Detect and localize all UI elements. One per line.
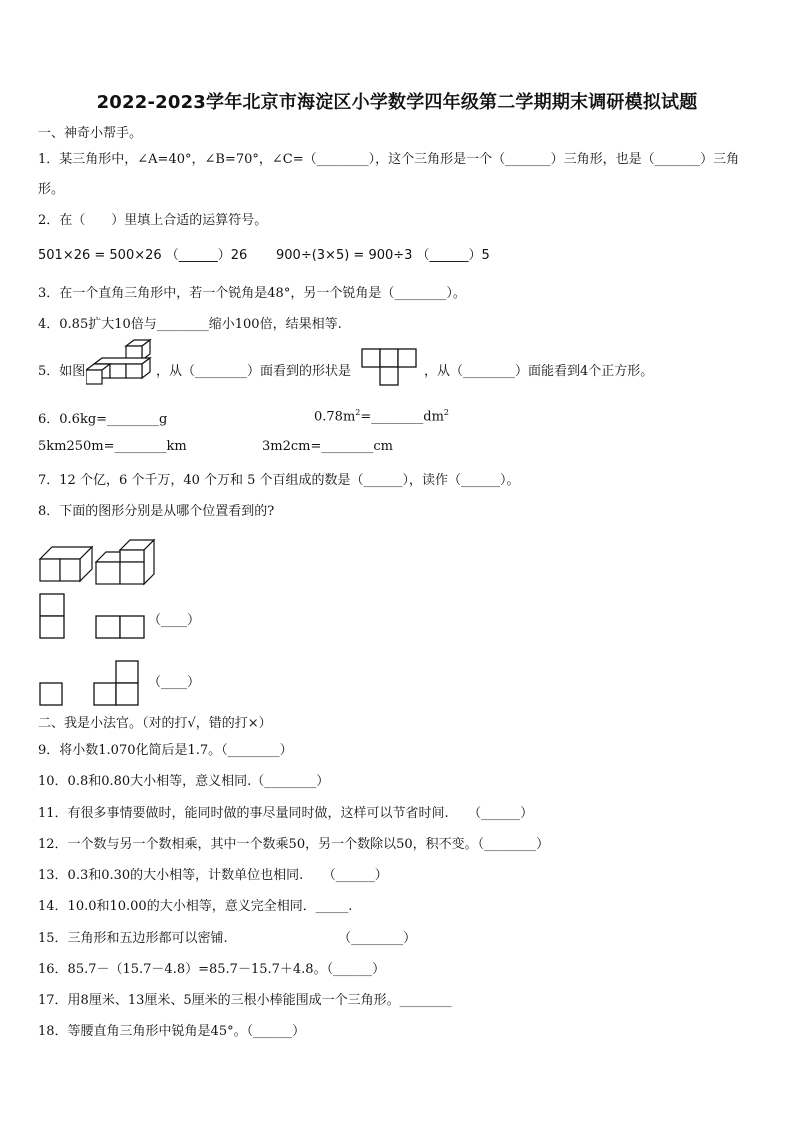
question-6-part-c: 5km250m=________km: [38, 439, 187, 454]
question-8: 8．下面的图形分别是从哪个位置看到的?: [38, 504, 275, 519]
question-5-cubes-figure: [86, 338, 154, 386]
question-8-blank-1[interactable]: （____）: [148, 613, 201, 628]
question-14: 14．10.0和10.00的大小相等，意义完全相同．_____.: [38, 899, 353, 914]
question-4: 4．0.85扩大10倍与________缩小100倍，结果相等.: [38, 317, 342, 332]
question-6-b-text: 0.78m: [314, 409, 356, 425]
question-18: 18．等腰直角三角形中锐角是45°。（______）: [38, 1024, 306, 1039]
question-8-blank-2[interactable]: （____）: [148, 675, 201, 690]
question-2: 2．在（ ）里填上合适的运算符号。: [38, 213, 268, 228]
question-3: 3．在一个直角三角形中，若一个锐角是48°，另一个锐角是（________）。: [38, 286, 466, 301]
question-2-equation-1: 501×26 = 500×26 （______）26: [38, 248, 248, 263]
question-8-view-row-1: [38, 592, 150, 642]
question-1-line-2: 形。: [38, 182, 65, 197]
question-8-solid-figure: [38, 538, 158, 586]
section-1-heading: 一、神奇小帮手。: [38, 126, 143, 141]
question-16: 16．85.7－（15.7－4.8）=85.7－15.7＋4.8。（______）: [38, 962, 386, 977]
question-9: 9．将小数1.070化简后是1.7。（________）: [38, 743, 293, 758]
question-1-line-1: 1．某三角形中，∠A=40°，∠B=70°，∠C=（________），这个三角形是一个（_______）三角形，也是（_______）三角: [38, 152, 740, 167]
question-2-equation-2: 900÷(3×5) = 900÷3 （______）5: [276, 248, 490, 263]
question-17: 17．用8厘米、13厘米、5厘米的三根小棒能围成一个三角形。________: [38, 993, 452, 1008]
question-6-part-d: 3m2cm=________cm: [262, 439, 393, 454]
question-12: 12．一个数与另一个数相乘，其中一个数乘50，另一个数除以50，积不变。（________）: [38, 837, 550, 852]
question-6-part-b: [314, 408, 449, 424]
question-15: 15．三角形和五边形都可以密铺. （________）: [38, 931, 417, 946]
question-6-b-sup: 2: [355, 408, 361, 417]
question-13: 13．0.3和0.30的大小相等，计数单位也相同. （______）: [38, 868, 388, 883]
page-title: 2022-2023学年北京市海淀区小学数学四年级第二学期期末调研模拟试题: [96, 92, 698, 113]
section-2-heading: 二、我是小法官。（对的打√，错的打×）: [38, 716, 272, 731]
question-6-part-a: 6．0.6kg=________g: [38, 412, 168, 427]
question-7: 7．12 个亿，6 个千万，40 个万和 5 个百组成的数是（______），读作（______）。: [38, 473, 520, 488]
question-6-b2-sup: 2: [443, 408, 450, 417]
question-5-text-c: ，从（________）面能看到4个正方形。: [424, 364, 654, 379]
question-5-text-b: ，从（________）面看到的形状是: [156, 364, 352, 379]
question-10: 10．0.8和0.80大小相等，意义相同.（________）: [38, 774, 330, 789]
question-11: 11．有很多事情要做时，能同时做的事尽量同时做，这样可以节省时间. （______）: [38, 806, 534, 821]
question-5-view-figure: [361, 348, 419, 386]
question-5-text-a: 5．如图: [38, 364, 86, 379]
question-6-b-text-2: =________dm: [360, 409, 444, 425]
question-8-view-row-2: [38, 657, 150, 707]
